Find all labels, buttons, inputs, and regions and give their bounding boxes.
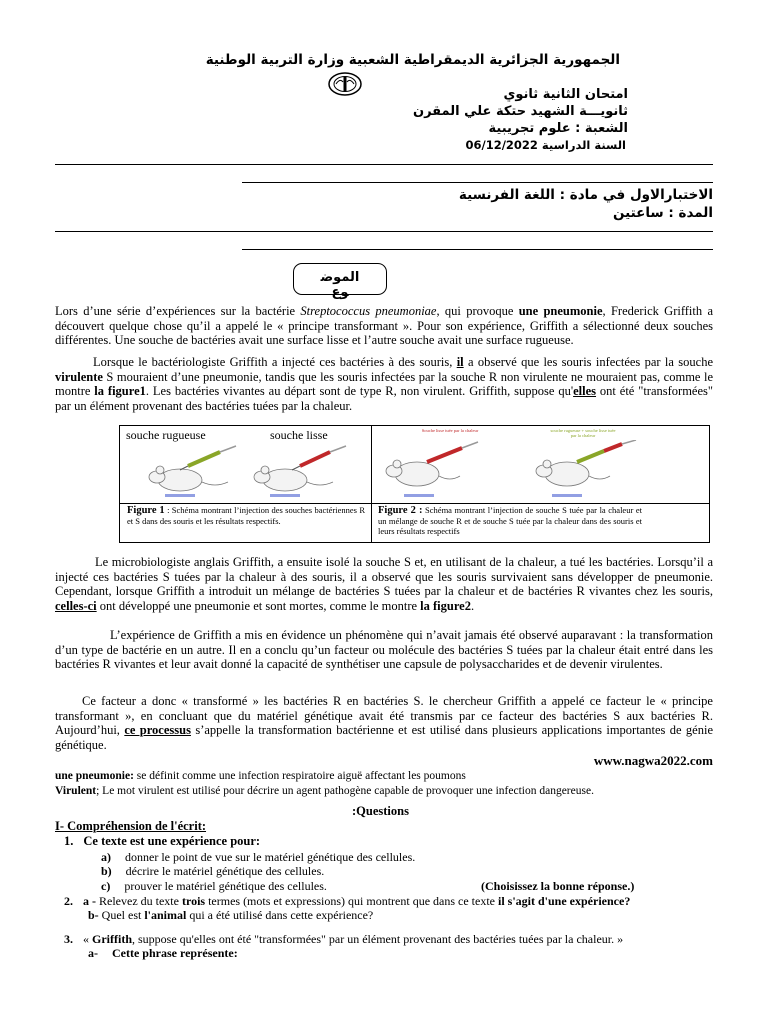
paragraph-1: Lors d’une série d’expériences sur la bactérie Streptococcus pneumoniae, qui provoque une pneumonie, Frederick Griffith a découvert quelque chose qu’il a appelé le « principe transformant ». Pour son expérience, Griffith a sélectionné deux souches différentes. Une souche de bactéries avait une surface lisse et l’autre souche avait une surface rugueuse. <box>55 304 713 348</box>
divider-3 <box>55 231 713 232</box>
divider-4 <box>242 249 713 250</box>
school-name: ثانويـــة الشهيد حتكة علي المقرن <box>412 104 628 119</box>
divider-2 <box>242 182 713 183</box>
question-3: 3. « Griffith, suppose qu'elles ont été "transformées" par un élément provenant des bactéries tuées par la chaleur. » <box>64 932 624 946</box>
figure-1-caption: Figure 1 : Schéma montrant l’injection des souches bactériennes R et S dans des souris et les résultats respectifs. <box>127 505 365 526</box>
syringe-icon <box>577 440 636 462</box>
question-2a: 2. a - Relevez du texte trois termes (mots et expressions) qui montrent que dans ce texte il s'agit d'une expérience? <box>64 894 631 908</box>
figure-2-caption: Figure 2 : Schéma montrant l’injection de souche S tuée par la chaleur et un mélange de souche R et de souche S tuée par la chaleur dans des souris et leurs résultats respectifs <box>378 505 642 536</box>
section-comprehension: I- Compréhension de l'écrit: <box>55 819 207 833</box>
topic-label: الموضوع <box>320 270 360 300</box>
mouse-icon <box>386 460 460 486</box>
glossary-pneumonie: une pneumonie: se définit comme une infection respiratoire aiguë affectant les poumons <box>55 770 466 782</box>
label-smooth-strain: souche lisse <box>270 428 328 442</box>
mouse-icon <box>149 466 228 491</box>
fig2-label-mixture: souche rugueuse + souche lisse tuée par la chaleur <box>550 428 616 438</box>
website-url: www.nagwa2022.com <box>593 753 713 768</box>
question-2b: b- Quel est l'animal qui a été utilisé dans cette expérience? <box>88 908 374 922</box>
questions-heading: :Questions <box>352 804 409 818</box>
paragraph-4: L’expérience de Griffith a mis en évidence un phénomène qui n’avait jamais été observé auparavant : la transformation d’un type de bactérie en un autre. Il en a conclu qu’un facteur ou molécule des bactéries S tuées par la chaleur était entré dans les bactéries R vivantes et leur avait donné la capacité de synthétiser une capsule de polysaccharides et de devenir virulentes. <box>55 628 713 672</box>
figure-2-illustration <box>382 440 702 502</box>
paragraph-3: Le microbiologiste anglais Griffith, a ensuite isolé la souche S et, en utilisant de la chaleur, a tué les bactéries. Lorsqu’il a injecté ces bactéries S tuées par la chaleur à des souris, il a observé que les souris survivaient sans développer de pneumonie. Cependant, lorsque Griffith a introduit un mélange de bactéries S tuées par la chaleur et de bactéries R vivantes chez les souris, celles-ci ont développé une pneumonie et sont mortes, comme le montre la figure2. <box>55 555 713 613</box>
subject-title: الاختبارالاول في مادة : اللغة الفرنسية <box>458 187 713 203</box>
glossary-virulent: Virulent; Le mot virulent est utilisé pour décrire un agent pathogène capable de provoquer une infection dangereuse. <box>55 785 594 797</box>
figures-box <box>119 425 710 543</box>
school-year: السنة الدراسية 06/12/2022 <box>465 138 626 152</box>
label-rough-strain: souche rugueuse <box>126 428 206 442</box>
mouse-icon <box>536 460 610 486</box>
paragraph-5: Ce facteur a donc « transformé » les bactéries R en bactéries S. le chercheur Griffith a appelé ce facteur le « principe transformant », en concluant que du matériel génétique avait été transmis par ce facteur des bactéries S aux bactéries R. Aujourd’hui, ce processus s’appelle la transformation bactérienne et est utilisé dans plusieurs applications importantes de génie génétique. <box>55 694 713 752</box>
ministry-emblem <box>327 72 363 96</box>
exam-title: امتحان الثانية ثانوي <box>503 87 628 102</box>
q1-option-a: a) donner le point de vue sur le matériel génétique des cellules. <box>101 850 416 864</box>
syringe-icon <box>292 446 346 470</box>
republic-header: الجمهورية الجزائرية الديمقراطية الشعبية وزارة التربية الوطنية <box>205 52 620 68</box>
fig2-label-heat-killed: Souche lisse tuée par la chaleur <box>421 428 479 433</box>
divider-1 <box>55 164 713 165</box>
syringe-icon <box>180 446 236 470</box>
duration: المدة : ساعتين <box>612 205 713 221</box>
figure-1-illustration <box>140 444 365 502</box>
topic-box <box>293 263 387 300</box>
question-1: 1. Ce texte est une expérience pour: <box>64 834 261 848</box>
q1-hint: (Choisissez la bonne réponse.) <box>481 879 635 893</box>
syringe-icon <box>427 442 478 462</box>
question-3a: a- Cette phrase représente: <box>88 946 238 960</box>
q1-option-c: c) prouver le matériel génétique des cellules. <box>101 879 327 893</box>
paragraph-2: Lorsque le bactériologiste Griffith a injecté ces bactéries à des souris, il a observé que les souris infectées par la souche virulente S mouraient d’une pneumonie, tandis que les souris infectées par la souche R non virulente ne mouraient pas, comme le montre la figure1. Les bactéries vivantes au départ sont de type R, non virulent. Griffith, suppose qu'elles ont été "transformées" par un élément provenant des bactéries tuées par la chaleur. <box>55 355 714 413</box>
stream: الشعبة : علوم تجريبية <box>488 121 628 136</box>
q1-option-b: b) décrire le matériel génétique des cellules. <box>101 864 325 878</box>
